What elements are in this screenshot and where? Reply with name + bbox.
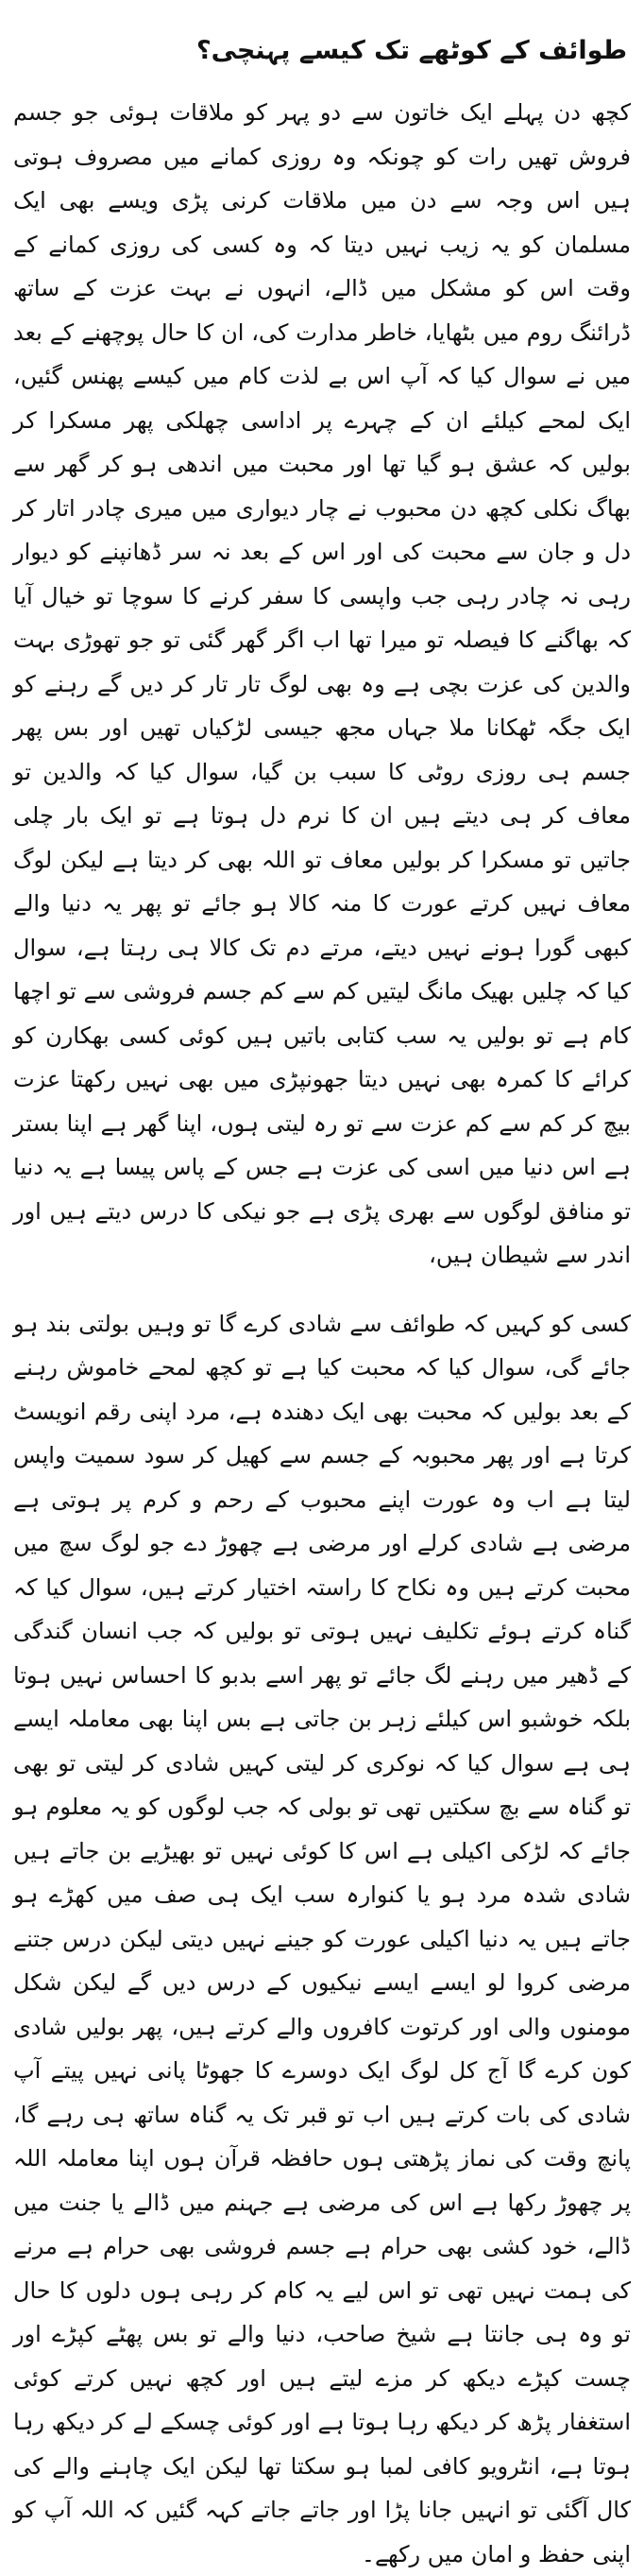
article-title: طوائف کے کوٹھے تک کیسے پہنچی؟ — [13, 32, 631, 70]
article-paragraph-2: کسی کو کہیں کہ طوائف سے شادی کرے گا تو وہیں بولتی بند ہو جائے گی، سوال کیا کہ محبت کیا ہے تو کچھ لمحے خاموش رہنے کے بعد بولیں کہ محبت بھی ایک دھندہ ہے، مرد اپنی رقم انویسٹ کرتا ہے اور پھر محبوبہ کے جسم سے کھیل کر سود سمیت واپس لیتا ہے اب وہ عورت اپنے محبوب کے رحم و کرم پر ہوتی ہے مرضی ہے شادی کرلے اور مرضی ہے چھوڑ دے جو لوگ سچ میں محبت کرتے ہیں وہ نکاح کا راستہ اختیار کرتے ہیں، سوال کیا کہ گناہ کرتے ہوئے تکلیف نہیں ہوتی تو بولیں کہ جب انسان گندگی کے ڈھیر میں رہنے لگ جائے تو پھر اسے بدبو کا احساس نہیں ہوتا بلکہ خوشبو اس کیلئے زہر بن جاتی ہے بس اپنا بھی معاملہ ایسے ہی ہے سوال کیا کہ نوکری کر لیتی کہیں شادی کر لیتی تو بھی تو گناہ سے بچ سکتیں تھی تو بولی کہ جب لوگوں کو یہ معلوم ہو جائے کہ لڑکی اکیلی ہے اس کا کوئی نہیں تو بھیڑیے بن جاتے ہیں شادی شدہ مرد ہو یا کنوارہ سب ایک ہی صف میں کھڑے ہو جاتے ہیں یہ دنیا اکیلی عورت کو جینے نہیں دیتی لیکن درس جتنے مرضی کروا لو ایسے ایسے نیکیوں کے درس دیں گے لیکن شکل مومنوں والی اور کرتوت کافروں والے کرتے ہیں، پھر بولیں شادی کون کرے گا آج کل لوگ ایک دوسرے کا جھوٹا پانی نہیں پیتے آپ شادی کی بات کرتے ہیں اب تو قبر تک یہ گناہ ساتھ ہی رہے گا، پانچ وقت کی نماز پڑھتی ہوں حافظہ قرآن ہوں اپنا معاملہ اللہ پر چھوڑ رکھا ہے اس کی مرضی ہے جہنم میں ڈالے یا جنت میں ڈالے، خود کشی بھی حرام ہے جسم فروشی بھی حرام ہے مرنے کی ہمت نہیں تھی تو اس لیے یہ کام کر رہی ہوں دلوں کا حال تو وہ ہی جانتا ہے شیخ صاحب، دنیا والے تو بس پھٹے کپڑے اور چست کپڑے دیکھ کر مزے لیتے ہیں اور کچھ نہیں کرتے کوئی استغفار پڑھ کر دیکھ رہا ہوتا ہے اور کوئی چسکے لے کر دیکھ رہا ہوتا ہے، انٹرویو کافی لمبا ہو سکتا تھا لیکن ایک چاہنے والے کی کال آگئی تو انہیں جانا پڑا اور جاتے جاتے کہہ گئیں کہ اللہ آپ کو اپنی حفظ و امان میں رکھے۔ — [13, 1302, 631, 2576]
article-paragraph-1: کچھ دن پہلے ایک خاتون سے دو پہر کو ملاقات ہوئی جو جسم فروش تھیں رات کو چونکہ وہ روزی کمانے میں مصروف ہوتی ہیں اس وجہ سے دن میں ملاقات کرنی پڑی ویسے بھی ایک مسلمان کو یہ زیب نہیں دیتا کہ وہ کسی کی روزی کمانے کے وقت اس کو مشکل میں ڈالے، انہوں نے بہت عزت کے ساتھ ڈرائنگ روم میں بٹھایا، خاطر مدارت کی، ان کا حال پوچھنے کے بعد میں نے سوال کیا کہ آپ اس بے لذت کام میں کیسے پھنس گئیں، ایک لمحے کیلئے ان کے چہرے پر اداسی چھلکی پھر مسکرا کر بولیں کہ عشق ہو گیا تھا اور محبت میں اندھی ہو کر گھر سے بھاگ نکلی کچھ دن محبوب نے چار دیواری میں میری چادر اتار کر دل و جان سے محبت کی اور اس کے بعد نہ سر ڈھانپنے کو دیوار رہی نہ چادر رہی جب واپسی کا سفر کرنے کا سوچا تو خیال آیا کہ بھاگنے کا فیصلہ تو میرا تھا اب اگر گھر گئی تو جو تھوڑی بہت والدین کی عزت بچی ہے وہ بھی لوگ تار تار کر دیں گے رہنے کو ایک جگہ ٹھکانا ملا جہاں مجھ جیسی لڑکیاں تھیں اور بس پھر جسم ہی روزی روٹی کا سبب بن گیا، سوال کیا کہ والدین تو معاف کر ہی دیتے ہیں ان کا نرم دل ہوتا ہے تو ایک بار چلی جاتیں تو مسکرا کر بولیں معاف تو اللہ بھی کر دیتا ہے لیکن لوگ معاف نہیں کرتے عورت کا منہ کالا ہو جائے تو پھر یہ دنیا والے کبھی گورا ہونے نہیں دیتے، مرتے دم تک کالا ہی رہتا ہے، سوال کیا کہ چلیں بھیک مانگ لیتیں کم سے کم جسم فروشی سے تو اچھا کام ہے تو بولیں یہ سب کتابی باتیں ہیں کوئی کسی بھکارن کو کرائے کا کمرہ بھی نہیں دیتا جھونپڑی میں بھی نہیں رکھتا عزت بیچ کر کم سے کم عزت سے تو رہ لیتی ہوں، اپنا گھر ہے اپنا بستر ہے اس دنیا میں اسی کی عزت ہے جس کے پاس پیسا ہے یہ دنیا تو منافق لوگوں سے بھری پڑی ہے جو نیکی کا درس دیتے ہیں اور اندر سے شیطان ہیں، — [13, 91, 631, 1278]
